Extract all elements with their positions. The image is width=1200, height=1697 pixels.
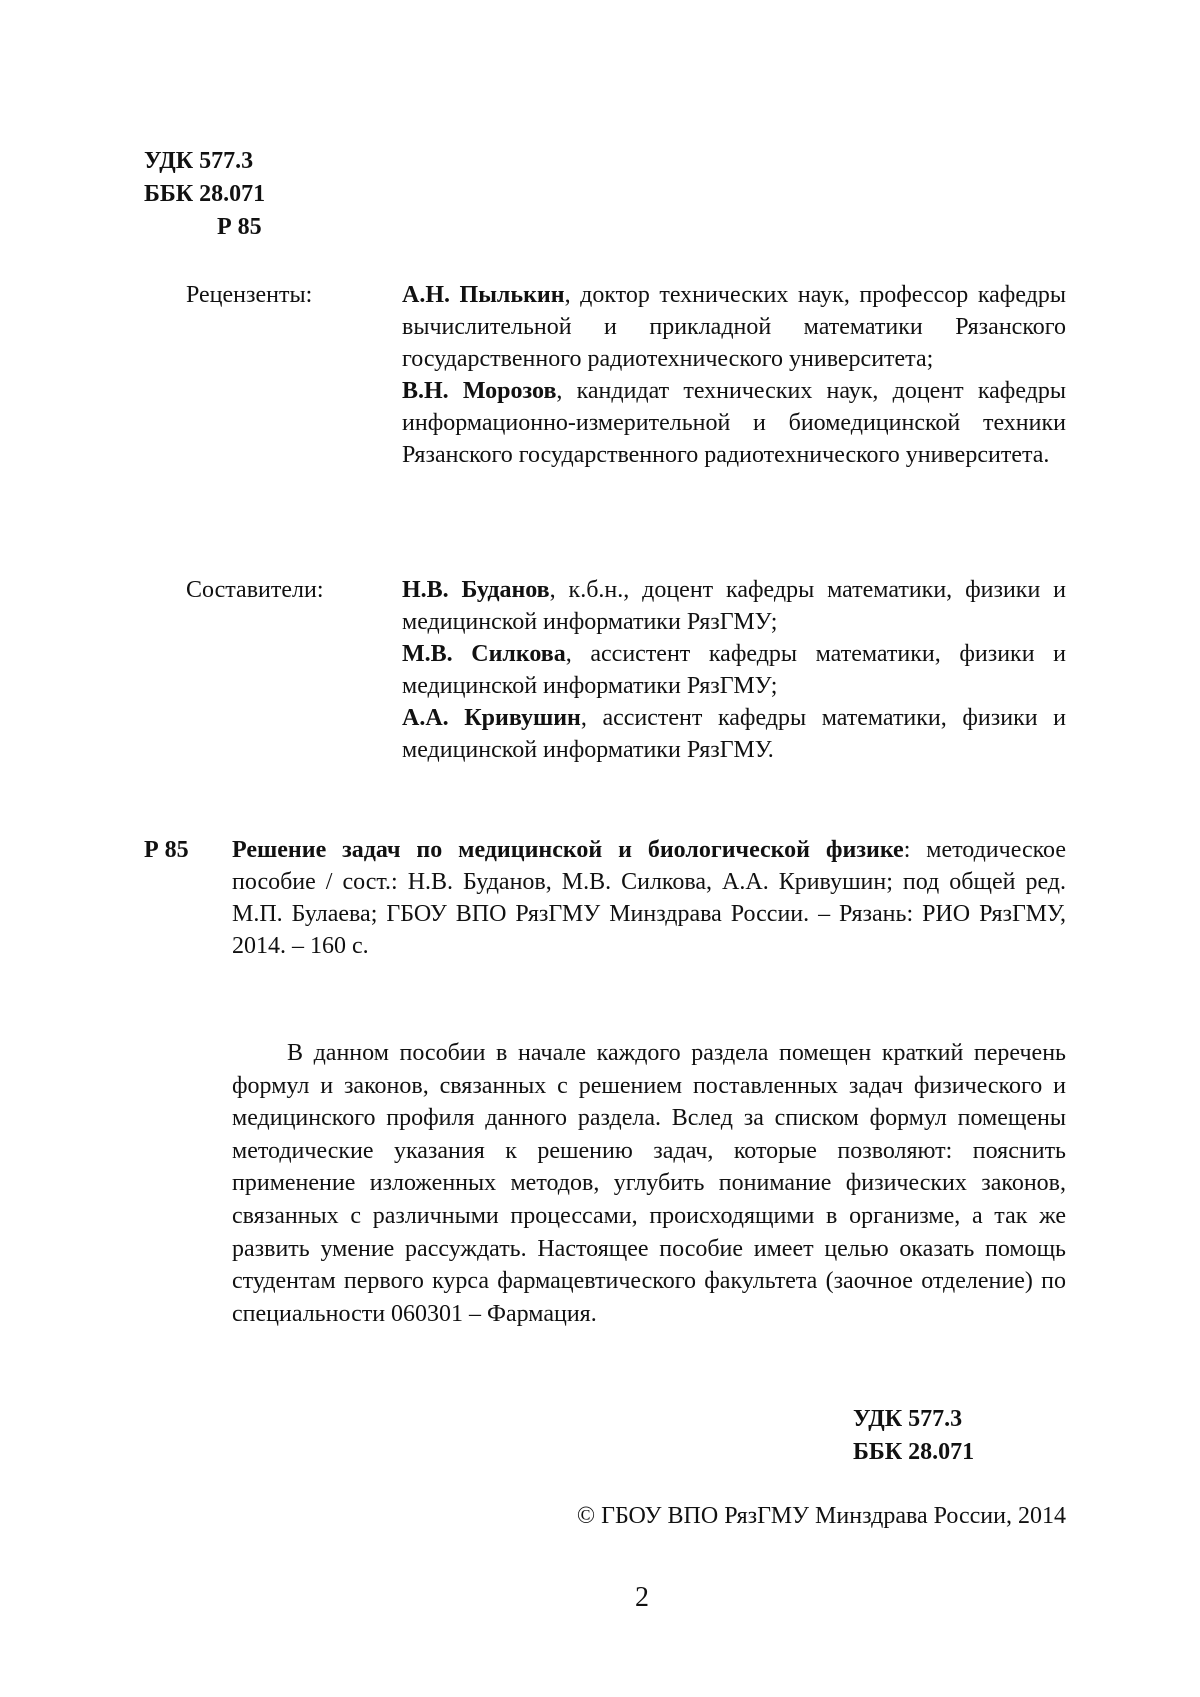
- classification-codes-top: [144, 145, 265, 244]
- abstract-paragraph: В данном пособии в начале каждого раздела помещен краткий перечень формул и законов, связанных с решением поставленных задач физического и медицинского профиля данного раздела. Вслед за списком формул помещены методические указания к решению задач, которые позволяют: пояснить применение изложенных методов, углубить понимание физических законов, связанных с различными процессами, происходящими в организме, а так же развить умение рассуждать. Настоящее пособие имеет целью оказать помощь студентам первого курса фармацевтического факультета (заочное отделение) по специальности 060301 – Фармация.: [232, 1040, 1066, 1327]
- bbk-code: ББК 28.071: [853, 1439, 975, 1465]
- udk-code: УДК 577.3: [144, 148, 254, 174]
- reviewers-section: [186, 279, 1066, 471]
- author-mark: Р 85: [217, 214, 262, 240]
- compiler-name: Н.В. Буданов: [402, 577, 550, 603]
- page-number: 2: [635, 1582, 649, 1613]
- bibliographic-details: : методическое пособие / сост.: Н.В. Буданов, М.В. Силкова, А.А. Кривушин; под общей ред. М.П. Булаева; ГБОУ ВПО РязГМУ Минздрава России. – Рязань: РИО РязГМУ, 2014. – 160 с.: [232, 837, 1067, 959]
- reviewer-description: , доктор технических наук, профессор кафедры вычислительной и прикладной математики Рязанского государственного радиотехнического университета;: [402, 282, 1066, 372]
- compilers-section: [186, 574, 1066, 766]
- reviewer-entry: [402, 375, 1066, 471]
- reviewer-name: А.Н. Пылькин: [402, 282, 565, 308]
- reviewer-entry: [402, 279, 1066, 375]
- compiler-name: М.В. Силкова: [402, 641, 566, 667]
- bbk-code: ББК 28.071: [144, 181, 266, 207]
- bibliographic-description: [232, 834, 1066, 962]
- classification-codes-bottom: [853, 1403, 974, 1469]
- copyright-notice: © ГБОУ ВПО РязГМУ Минздрава России, 2014: [576, 1503, 1066, 1529]
- reviewer-description: , кандидат технических наук, доцент кафедры информационно-измерительной и биомедицинской техники Рязанского государственного радиотехнического университета.: [402, 378, 1066, 468]
- udk-code: УДК 577.3: [853, 1406, 963, 1432]
- reviewers-label: Рецензенты:: [186, 282, 313, 308]
- compiler-entry: [402, 638, 1066, 702]
- reviewers-list: [402, 279, 1066, 471]
- compiler-entry: [402, 702, 1066, 766]
- compiler-name: А.А. Кривушин: [402, 705, 581, 731]
- reviewer-name: В.Н. Морозов: [402, 378, 557, 404]
- compiler-description: , ассистент кафедры математики, физики и медицинской информатики РязГМУ.: [402, 705, 1066, 763]
- book-title: Решение задач по медицинской и биологической физике: [232, 837, 904, 863]
- compiler-description: , к.б.н., доцент кафедры математики, физики и медицинской информатики РязГМУ;: [402, 577, 1067, 635]
- compilers-label: Составители:: [186, 577, 324, 603]
- compiler-entry: [402, 574, 1066, 638]
- bibliographic-record: [144, 834, 1066, 962]
- bibliographic-tag: Р 85: [144, 837, 189, 863]
- compilers-list: [402, 574, 1066, 766]
- compiler-description: , ассистент кафедры математики, физики и медицинской информатики РязГМУ;: [402, 641, 1066, 699]
